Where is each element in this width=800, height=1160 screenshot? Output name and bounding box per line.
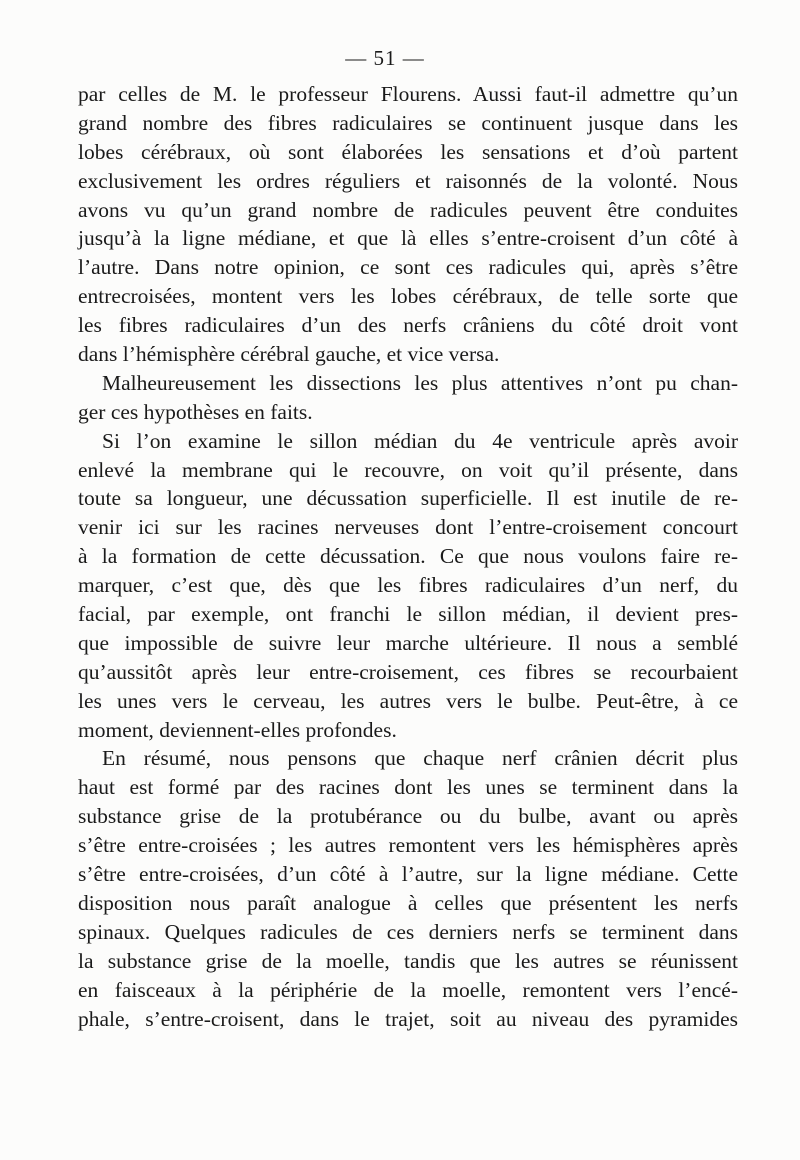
paragraph-2 bbox=[78, 369, 738, 427]
text-line: s’être entre-croisées, d’un côté à l’autre, sur la ligne médiane. Cette bbox=[78, 862, 738, 887]
text-line: Si l’on examine le sillon médian du 4e ventricule après avoir bbox=[102, 428, 738, 453]
paragraph-4 bbox=[78, 744, 738, 1033]
text-line: jusqu’à la ligne médiane, et que là elles s’entre-croisent d’un côté à bbox=[78, 226, 738, 251]
text-line: moment, deviennent-elles profondes. bbox=[78, 717, 397, 742]
text-line: qu’aussitôt après leur entre-croisement, ces fibres se recourbaient bbox=[78, 659, 738, 684]
text-line: grand nombre des fibres radiculaires se continuent jusque dans les bbox=[78, 110, 738, 135]
paragraph-3 bbox=[78, 427, 738, 745]
text-line: à la formation de cette décussation. Ce que nous voulons faire re- bbox=[78, 544, 738, 569]
text-line: En résumé, nous pensons que chaque nerf crânien décrit plus bbox=[102, 746, 738, 771]
text-line: marquer, c’est que, dès que les fibres radiculaires d’un nerf, du bbox=[78, 573, 738, 598]
text-line: avons vu qu’un grand nombre de radicules peuvent être conduites bbox=[78, 197, 738, 222]
text-line: en faisceaux à la périphérie de la moelle, remontent vers l’encé- bbox=[78, 977, 738, 1002]
paragraph-1 bbox=[78, 80, 738, 369]
text-line: la substance grise de la moelle, tandis que les autres se réunissent bbox=[78, 948, 738, 973]
text-line: les unes vers le cerveau, les autres vers le bulbe. Peut-être, à ce bbox=[78, 688, 738, 713]
text-line: les fibres radiculaires d’un des nerfs crâniens du côté droit vont bbox=[78, 313, 738, 338]
text-line: exclusivement les ordres réguliers et raisonnés de la volonté. Nous bbox=[78, 168, 738, 193]
text-line: substance grise de la protubérance ou du bulbe, avant ou après bbox=[78, 804, 738, 829]
text-line: entrecroisées, montent vers les lobes cérébraux, de telle sorte que bbox=[78, 284, 738, 309]
text-line: ger ces hypothèses en faits. bbox=[78, 399, 313, 424]
text-line: disposition nous paraît analogue à celles que présentent les nerfs bbox=[78, 890, 738, 915]
text-line: lobes cérébraux, où sont élaborées les sensations et d’où partent bbox=[78, 139, 738, 164]
body-text bbox=[78, 80, 738, 1033]
text-line: haut est formé par des racines dont les unes se terminent dans la bbox=[78, 775, 738, 800]
text-line: facial, par exemple, ont franchi le sillon médian, il devient pres- bbox=[78, 602, 738, 627]
page-number: — 51 — bbox=[345, 46, 425, 70]
text-line: l’autre. Dans notre opinion, ce sont ces radicules qui, après s’être bbox=[78, 255, 738, 280]
text-line: s’être entre-croisées ; les autres remontent vers les hémisphères après bbox=[78, 833, 738, 858]
text-line: venir ici sur les racines nerveuses dont l’entre-croisement concourt bbox=[78, 515, 738, 540]
text-line: enlevé la membrane qui le recouvre, on voit qu’il présente, dans bbox=[78, 457, 738, 482]
text-line: toute sa longueur, une décussation superficielle. Il est inutile de re- bbox=[78, 486, 738, 511]
text-line: par celles de M. le professeur Flourens. Aussi faut-il admettre qu’un bbox=[78, 82, 738, 106]
text-line: dans l’hémisphère cérébral gauche, et vice versa. bbox=[78, 342, 500, 367]
text-line: Malheureusement les dissections les plus attentives n’ont pu chan- bbox=[102, 370, 738, 395]
text-line: que impossible de suivre leur marche ultérieure. Il nous a semblé bbox=[78, 630, 738, 655]
text-line: spinaux. Quelques radicules de ces derniers nerfs se terminent dans bbox=[78, 919, 738, 944]
text-line: phale, s’entre-croisent, dans le trajet, soit au niveau des pyramides bbox=[78, 1006, 738, 1031]
